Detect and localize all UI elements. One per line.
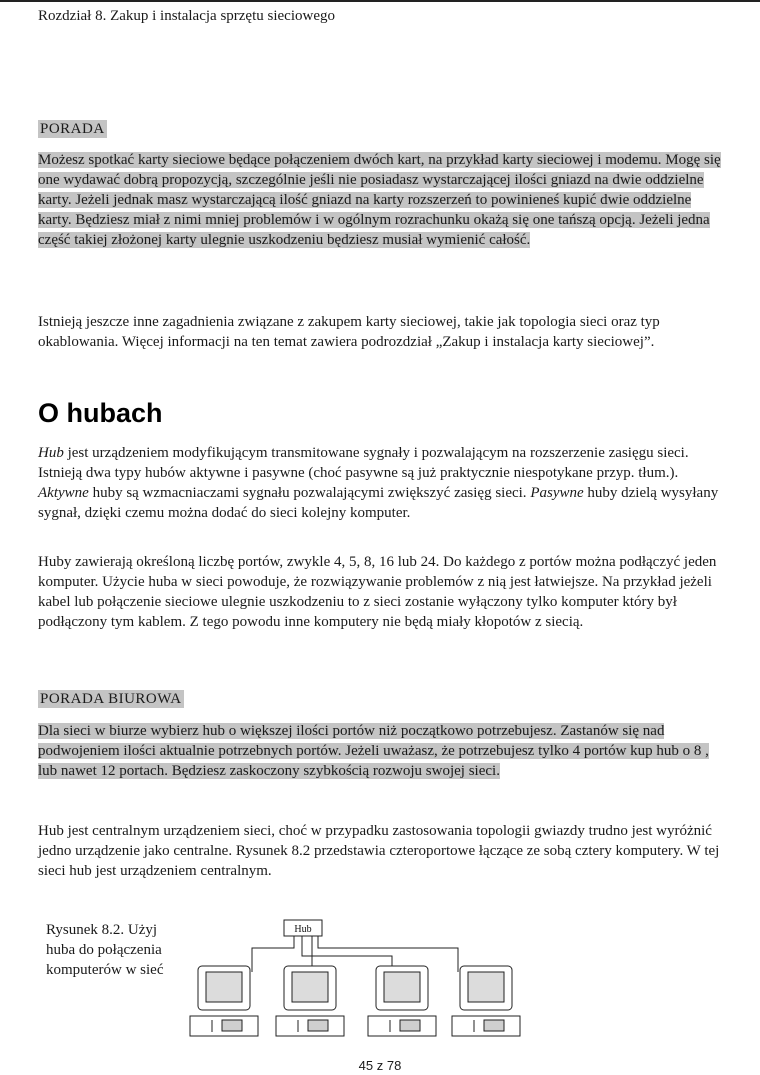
computer-4: [452, 966, 520, 1036]
computer-1: [190, 966, 258, 1036]
tip-label: PORADA: [40, 121, 105, 137]
term-active: Aktywne: [38, 485, 89, 501]
office-tip-label: PORADA BIUROWA: [40, 691, 182, 707]
paragraph-hub-definition: Hub jest urządzeniem modyfikującym transmitowane sygnały i pozwalającym na rozszerzenie zasięgu sieci. Istnieją dwa typy hubów aktywne i pasywne (choć pasywne są już praktycznie niespotykane przyp. tłum.). Aktywne huby są wzmacniaczami sygnału pozwalającymi zwiększyć zasięg sieci. Pasywne huby dzielą wysyłany sygnał, dzięki czemu można dodać do sieci kolejny komputer.: [38, 445, 719, 521]
paragraph-central: Hub jest centralnym urządzeniem sieci, choć w przypadku zastosowania topologii gwiazdy trudno jest wyróżnić jedno urządzenie jako centralne. Rysunek 8.2 przedstawia czteroportowe łączące ze sobą cztery komputery. W tej sieci hub jest urządzeniem centralnym.: [38, 823, 720, 879]
hub-network-diagram: [186, 916, 530, 1040]
figure-caption: Rysunek 8.2. Użyj huba do połączenia komputerów w sieć: [46, 922, 164, 978]
tip-text: Możesz spotkać karty sieciowe będące połączeniem dwóch kart, na przykład karty sieciowej i modemu. Mogę się one wydawać dobrą propozycją, szczególnie jeśli nie posiadasz wystarczającej ilości gniazd na dwie oddzielne karty. Jeżeli jednak masz wystarczającą ilość gniazd na karty rozszerzeń to powinieneś kupić dwie oddzielne karty. Będziesz miał z nimi mniej problemów i w ogólnym rozrachunku okażą się one tańszą opcją. Jeżeli jedna część takiej złożonej karty ulegnie uszkodzeniu będziesz musiał wymienić całość.: [38, 152, 721, 248]
paragraph-ports: Huby zawierają określoną liczbę portów, zwykle 4, 5, 8, 16 lub 24. Do każdego z portów można podłączyć jeden komputer. Użycie huba w sieci powoduje, że rozwiązywanie problemów z nią jest łatwiejsze. Na przykład jeżeli kabel lub połączenie sieciowe ulegnie uszkodzeniu to z sieci zostanie wyłączony tylko komputer który był podłączony tym kablem. Z tego powodu inne komputery nie będą miały kłopotów z siecią.: [38, 554, 717, 630]
hub-label: Hub: [294, 924, 312, 935]
paragraph-intro: Istnieją jeszcze inne zagadnienia związane z zakupem karty sieciowej, takie jak topologia sieci oraz typ okablowania. Więcej informacji na ten temat zawiera podrozdział „Zakup i instalacja karty sieciowej”.: [38, 314, 660, 350]
top-rule: [0, 0, 760, 2]
page-number: 45 z 78: [358, 1058, 402, 1073]
term-passive: Pasywne: [530, 485, 584, 501]
office-tip-text: Dla sieci w biurze wybierz hub o większej ilości portów niż początkowo potrzebujesz. Zastanów się nad podwojeniem ilości aktualnie potrzebnych portów. Jeżeli uważasz, że potrzebujesz tylko 4 portów kup hub o 8 , lub nawet 12 portach. Będziesz zaskoczony szybkością rozwoju swojej sieci.: [38, 723, 709, 779]
computer-2: [276, 966, 344, 1036]
running-header: Rozdział 8. Zakup i instalacja sprzętu sieciowego: [38, 8, 335, 24]
section-heading: O hubach: [38, 398, 163, 428]
computer-3: [368, 966, 436, 1036]
term-hub: Hub: [38, 445, 64, 461]
